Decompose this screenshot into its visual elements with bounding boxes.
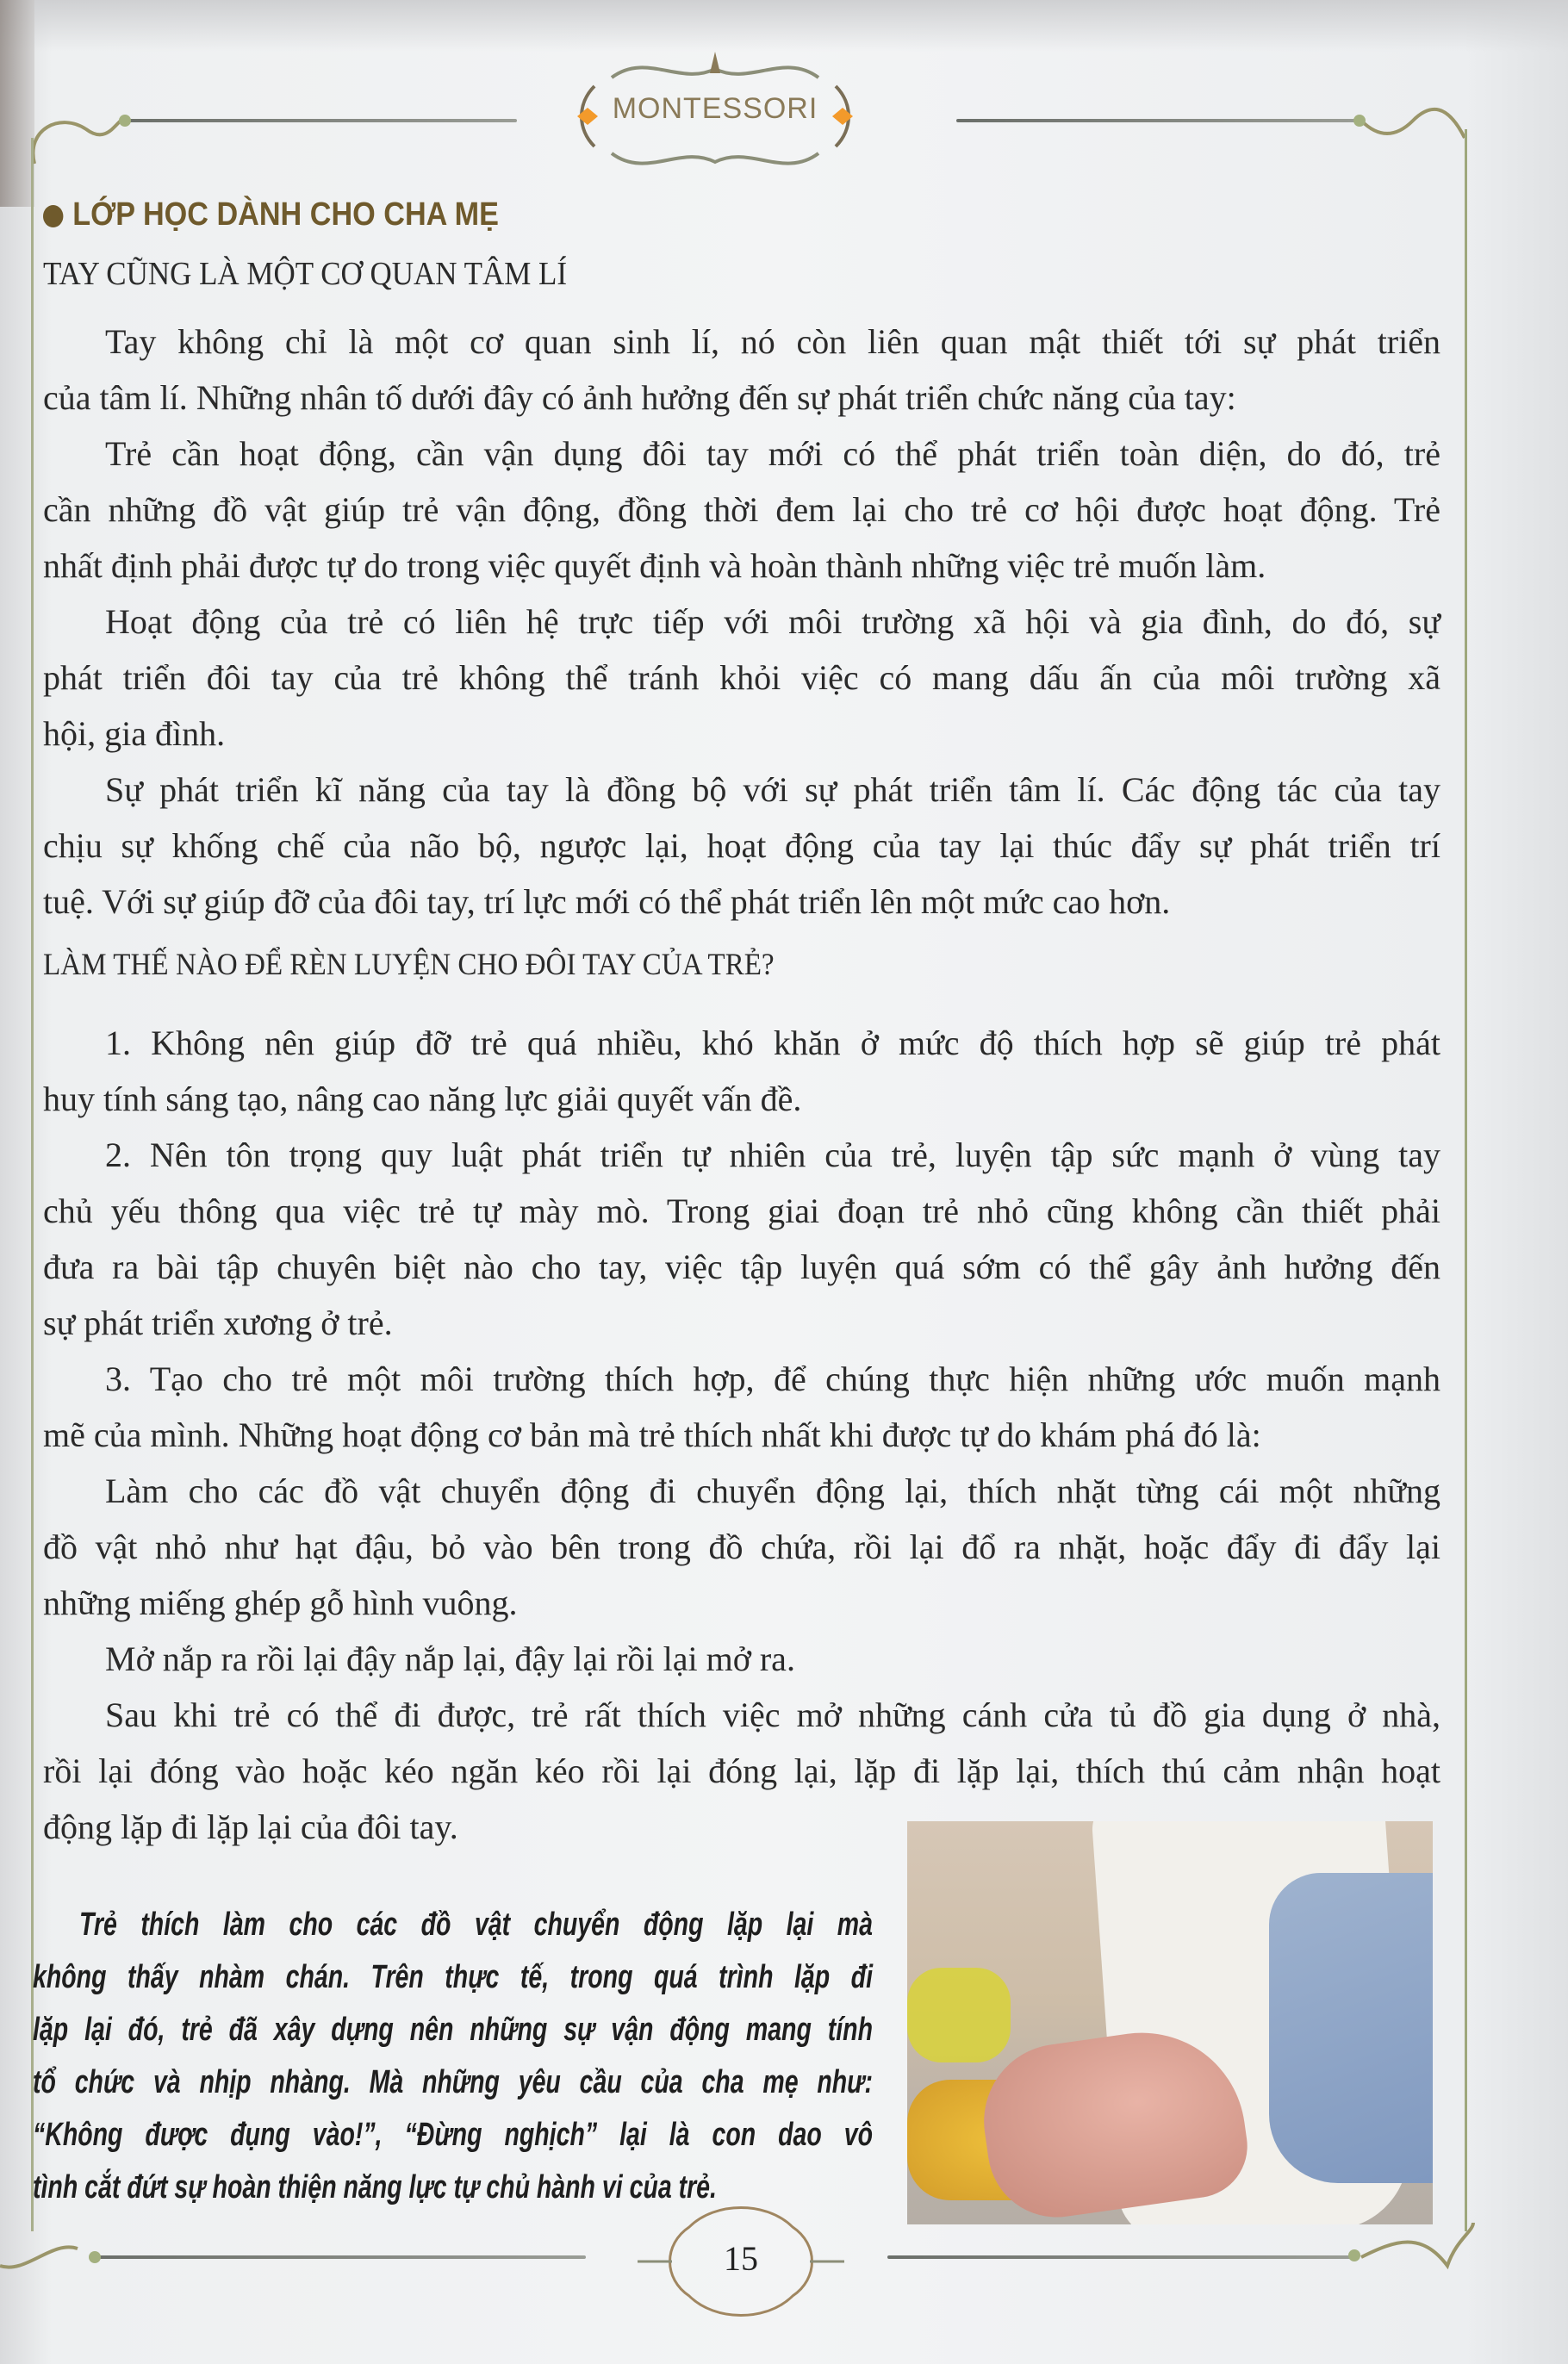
- body-block-2: [43, 1015, 1440, 1855]
- frame-right: [1465, 129, 1467, 2231]
- header-rule-left: [121, 119, 517, 122]
- text-line: chủ yếu thông qua việc trẻ tự mày mò. Trong giai đoạn trẻ nhỏ cũng không cần thiết phải: [43, 1191, 1440, 1230]
- text-line: Làm cho các đồ vật chuyển động đi chuyển động lại, thích nhặt từng cái một những: [105, 1471, 1440, 1510]
- photo-caption: [33, 1899, 873, 2214]
- heading-training-hands: LÀM THẾ NÀO ĐỂ RÈN LUYỆN CHO ĐÔI TAY CỦA TRẺ?: [43, 947, 775, 981]
- text-line: 2. Nên tôn trọng quy luật phát triển tự nhiên của trẻ, luyện tập sức mạnh ở vùng tay: [105, 1135, 1440, 1174]
- text-line: Mở nắp ra rồi lại đậy nắp lại, đậy lại rồi lại mở ra.: [105, 1639, 795, 1678]
- caption-line: không thấy nhàm chán. Trên thực tế, trong quá trình lặp đi: [33, 1959, 873, 1995]
- caption-line: Trẻ thích làm cho các đồ vật chuyển động lặp lại mà: [79, 1907, 873, 1943]
- text-line: của tâm lí. Những nhân tố dưới đây có ảnh hưởng đến sự phát triển chức năng của tay:: [43, 378, 1236, 417]
- text-line: sự phát triển xương ở trẻ.: [43, 1303, 393, 1342]
- caption-line: tình cắt đứt sự hoàn thiện năng lực tự chủ hành vi của trẻ.: [33, 2169, 717, 2205]
- text-line: đưa ra bài tập chuyên biệt nào cho tay, việc tập luyện quá sớm có thể gây ảnh hưởng đến: [43, 1247, 1440, 1286]
- text-line: chịu sự khống chế của não bộ, ngược lại, hoạt động của tay lại thúc đẩy sự phát triển trí: [43, 826, 1440, 865]
- text-line: Tay không chỉ là một cơ quan sinh lí, nó còn liên quan mật thiết tới sự phát triển: [105, 322, 1440, 361]
- header-scroll-left-icon: [17, 95, 138, 172]
- page-shadow: [0, 0, 1568, 52]
- header-rule-right: [956, 119, 1361, 122]
- footer-scroll-left-icon: [0, 2214, 112, 2292]
- text-line: hội, gia đình.: [43, 714, 226, 753]
- caption-line: “Không được đụng vào!”, “Đừng nghịch” lại là con dao vô: [33, 2117, 873, 2153]
- footer-scroll-right-icon: [1344, 2205, 1482, 2283]
- text-line: Sau khi trẻ có thể đi được, trẻ rất thích việc mở những cánh cửa tủ đồ gia dụng ở nhà,: [105, 1695, 1440, 1734]
- text-line: cần những đồ vật giúp trẻ vận động, đồng thời đem lại cho trẻ cơ hội được hoạt động. Trẻ: [43, 490, 1440, 529]
- text-line: Hoạt động của trẻ có liên hệ trực tiếp với môi trường xã hội và gia đình, do đó, sự: [105, 602, 1440, 641]
- flower-bullet-icon: [43, 205, 63, 227]
- montessori-banner: [560, 52, 870, 172]
- text-line: Sự phát triển kĩ năng của tay là đồng bộ với sự phát triển tâm lí. Các động tác của tay: [105, 770, 1440, 809]
- header-scroll-right-icon: [1344, 86, 1473, 164]
- caption-line: lặp lại đó, trẻ đã xây dựng nên những sự vận động mang tính: [33, 2012, 873, 2048]
- section-title: [43, 196, 499, 233]
- body-block-1: [43, 314, 1440, 930]
- text-line: 1. Không nên giúp đỡ trẻ quá nhiều, khó khăn ở mức độ thích hợp sẽ giúp trẻ phát: [105, 1023, 1440, 1062]
- text-line: phát triển đôi tay của trẻ không thể tránh khỏi việc có mang dấu ấn của môi trường xã: [43, 658, 1440, 697]
- text-line: Trẻ cần hoạt động, cần vận dụng đôi tay mới có thể phát triển toàn diện, do đó, trẻ: [105, 434, 1440, 473]
- text-line: nhất định phải được tự do trong việc quyết định và hoàn thành những việc trẻ muốn làm.: [43, 546, 1266, 585]
- banner-title: MONTESSORI: [612, 92, 818, 125]
- caption-line: tổ chức và nhịp nhàng. Mà những yêu cầu của cha mẹ như:: [33, 2064, 873, 2100]
- text-line: những miếng ghép gỗ hình vuông.: [43, 1583, 518, 1622]
- text-line: 3. Tạo cho trẻ một môi trường thích hợp, để chúng thực hiện những ước muốn mạnh: [105, 1359, 1440, 1398]
- text-line: huy tính sáng tạo, nâng cao năng lực giải quyết vấn đề.: [43, 1079, 802, 1118]
- text-line: mẽ của mình. Những hoạt động cơ bản mà trẻ thích nhất khi được tự do khám phá đó là:: [43, 1415, 1261, 1454]
- page-number: 15: [724, 2239, 758, 2278]
- text-line: đồ vật nhỏ như hạt đậu, bỏ vào bên trong đồ chứa, rồi lại đổ ra nhặt, hoặc đẩy đi đẩy lại: [43, 1527, 1440, 1566]
- text-line: rồi lại đóng vào hoặc kéo ngăn kéo rồi lại đóng lại, lặp đi lặp lại, thích thú cảm nhận hoạt: [43, 1751, 1440, 1790]
- text-line: tuệ. Với sự giúp đỡ của đôi tay, trí lực mới có thể phát triển lên một mức cao hơn.: [43, 882, 1171, 921]
- footer-rule-left: [95, 2255, 586, 2259]
- photo-baby-hand: [907, 1821, 1433, 2224]
- text-line: động lặp đi lặp lại của đôi tay.: [43, 1807, 458, 1846]
- heading-hand-psychology: TAY CŨNG LÀ MỘT CƠ QUAN TÂM LÍ: [43, 256, 568, 292]
- footer-rule-right: [887, 2255, 1353, 2259]
- section-title-text: LỚP HỌC DÀNH CHO CHA MẸ: [72, 196, 499, 233]
